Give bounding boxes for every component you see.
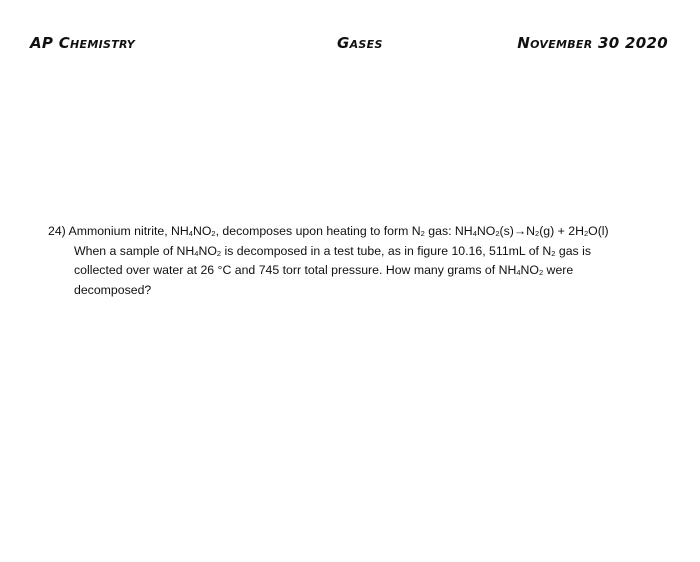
problem-line-3: collected over water at 26 °C and 745 torr total pressure. How many grams of $NH_4NO_2$ were: [74, 263, 574, 277]
date-label: November 30 2020: [517, 34, 668, 52]
topic-title: Gases: [337, 34, 383, 52]
problem-line-2: When a sample of $NH_4NO_2$ is decomposed in a test tube, as in figure 10.16, 511mL of $N_2$ gas is: [74, 243, 591, 258]
page-header: [0, 34, 700, 58]
problem-line-1: 24) Ammonium nitrite, $NH_4NO_2$, decomposes upon heating to form $N_2$ gas: $NH_4NO_2(s)\to N_2(g) + 2H_2O(l)$: [48, 224, 609, 238]
course-title: AP Chemistry: [30, 34, 136, 52]
problem-24: [48, 222, 668, 300]
problem-line-4: decomposed?: [74, 282, 152, 297]
problem-number: 24): [48, 224, 66, 238]
